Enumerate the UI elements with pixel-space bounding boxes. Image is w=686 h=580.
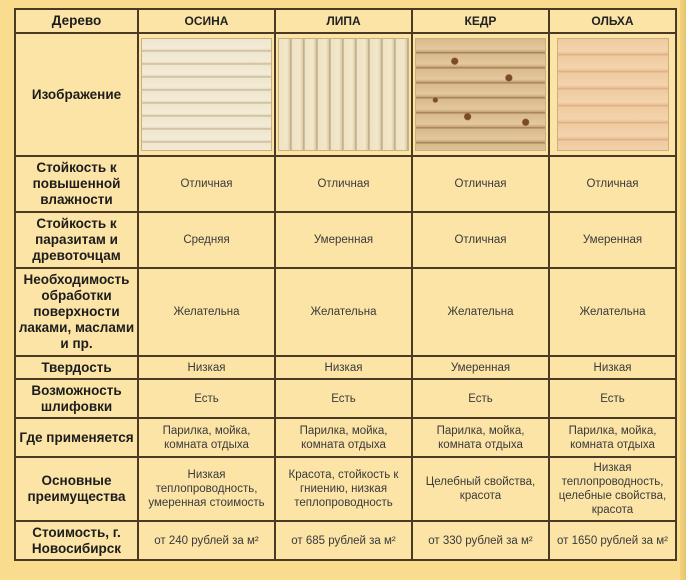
wood-image-cell (139, 34, 274, 155)
table-cell: от 240 рублей за м² (139, 522, 274, 559)
table-cell: Отличная (276, 157, 411, 211)
table-cell: Умеренная (413, 357, 548, 378)
table-row-moisture (16, 157, 675, 211)
table-cell: Желательна (550, 269, 675, 355)
table-cell: Средняя (139, 213, 274, 267)
header-label: Дерево (16, 10, 137, 32)
wood-image-cell (550, 34, 675, 155)
table-cell: Низкая теплопроводность, целебные свойства, красота (550, 458, 675, 520)
wood-image-cell (413, 34, 548, 155)
table-cell: Умеренная (550, 213, 675, 267)
table-row-hardness (16, 357, 675, 378)
table-row-usage (16, 419, 675, 456)
table-cell: Умеренная (276, 213, 411, 267)
wood-image-kedr (415, 38, 546, 151)
table-cell: Парилка, мойка, комната отдыха (139, 419, 274, 456)
wood-image-cell (276, 34, 411, 155)
table-cell: Желательна (413, 269, 548, 355)
table-cell: Есть (276, 380, 411, 417)
table-row-advantages (16, 458, 675, 520)
wood-image-olha (557, 38, 669, 151)
table-cell: от 330 рублей за м² (413, 522, 548, 559)
wood-image-osina (141, 38, 272, 151)
row-label-price: Стоимость, г. Новосибирск (16, 522, 137, 559)
header-wood-kedr: КЕДР (413, 10, 548, 32)
row-label-moisture: Стойкость к повышенной влажности (16, 157, 137, 211)
header-wood-osina: ОСИНА (139, 10, 274, 32)
wood-comparison-table (14, 8, 677, 561)
table-cell: Отличная (139, 157, 274, 211)
table-cell: Низкая (550, 357, 675, 378)
row-label-usage: Где применяется (16, 419, 137, 456)
table-cell: от 685 рублей за м² (276, 522, 411, 559)
table-row-price (16, 522, 675, 559)
table-row-parasites (16, 213, 675, 267)
wood-image-lipa (278, 38, 409, 151)
row-label-treatment: Необходимость обработки поверхности лаками, маслами и пр. (16, 269, 137, 355)
table-cell: Красота, стойкость к гниению, низкая теплопроводность (276, 458, 411, 520)
table-row-image (16, 34, 675, 155)
row-label-image: Изображение (16, 34, 137, 155)
header-wood-olha: ОЛЬХА (550, 10, 675, 32)
table-cell: Низкая теплопроводность, умеренная стоимость (139, 458, 274, 520)
table-row-sanding (16, 380, 675, 417)
table-cell: Парилка, мойка, комната отдыха (550, 419, 675, 456)
table-cell: Целебный свойства, красота (413, 458, 548, 520)
row-label-sanding: Возможность шлифовки (16, 380, 137, 417)
table-cell: Парилка, мойка, комната отдыха (276, 419, 411, 456)
table-cell: Есть (550, 380, 675, 417)
table-cell: Есть (413, 380, 548, 417)
table-cell: Низкая (139, 357, 274, 378)
table-cell: Желательна (276, 269, 411, 355)
table-cell: Желательна (139, 269, 274, 355)
row-label-advantages: Основные преимущества (16, 458, 137, 520)
table-cell: от 1650 рублей за м² (550, 522, 675, 559)
table-cell: Есть (139, 380, 274, 417)
row-label-parasites: Стойкость к паразитам и древоточцам (16, 213, 137, 267)
header-wood-lipa: ЛИПА (276, 10, 411, 32)
table-cell: Отличная (413, 157, 548, 211)
table-row-treatment (16, 269, 675, 355)
table-cell: Отличная (413, 213, 548, 267)
table-cell: Низкая (276, 357, 411, 378)
table-cell: Парилка, мойка, комната отдыха (413, 419, 548, 456)
table-cell: Отличная (550, 157, 675, 211)
row-label-hardness: Твердость (16, 357, 137, 378)
table-header-row (16, 10, 675, 32)
